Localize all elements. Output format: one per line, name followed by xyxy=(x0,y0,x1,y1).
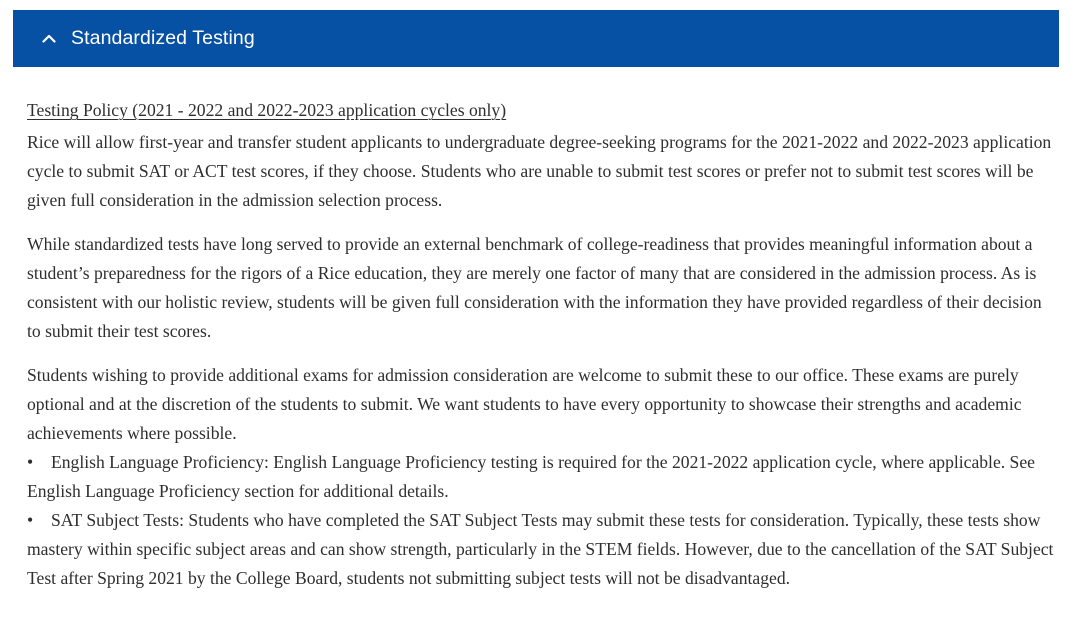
paragraph-benchmark: While standardized tests have long served to provide an external benchmark of college-readiness that provides meaningful information about a student’s preparedness for the rigors of a Rice education, they are merely one factor of many that are considered in the admission process. As is consistent with our holistic review, students will be given full consideration with the information they have provided regardless of their decision to submit their test scores. xyxy=(27,234,1042,341)
bullet-marker: • xyxy=(27,510,34,530)
bullet-marker: • xyxy=(27,452,34,472)
bullet-text: SAT Subject Tests: Students who have completed the SAT Subject Tests may submit these tests for consideration. Typically, these tests show mastery within specific subject areas and can show strength, particularly in the STEM fields. However, due to the cancellation of the SAT Subject Test after Spring 2021 by the College Board, students not submitting subject tests will not be disadvantaged. xyxy=(27,510,1054,588)
bullet-text: English Language Proficiency: English Language Proficiency testing is required for the 2021-2022 application cycle, where applicable. See English Language Proficiency section for additional details. xyxy=(27,452,1035,501)
policy-link-paragraph xyxy=(27,96,1057,125)
bullet-english-proficiency xyxy=(27,448,1057,506)
testing-policy-link[interactable]: Testing Policy (2021 - 2022 and 2022-2023 application cycles only) xyxy=(27,100,507,120)
accordion-title: Standardized Testing xyxy=(71,27,255,49)
paragraph-additional-exams: Students wishing to provide additional exams for admission consideration are welcome to submit these to our office. These exams are purely optional and at the discretion of the students to submit. We want students to have every opportunity to showcase their strengths and academic achievements where possible. xyxy=(27,365,1022,443)
paragraph-submission-policy: Rice will allow first-year and transfer student applicants to undergraduate degree-seeking programs for the 2021-2022 and 2022-2023 application cycle to submit SAT or ACT test scores, if they choose. Students who are unable to submit test scores or prefer not to submit test scores will be given full consideration in the admission selection process. xyxy=(27,132,1052,210)
bullet-sat-subject-tests xyxy=(27,506,1057,593)
accordion-header-standardized-testing[interactable] xyxy=(13,10,1059,67)
accordion-content xyxy=(27,96,1057,593)
chevron-up-icon xyxy=(41,31,57,47)
